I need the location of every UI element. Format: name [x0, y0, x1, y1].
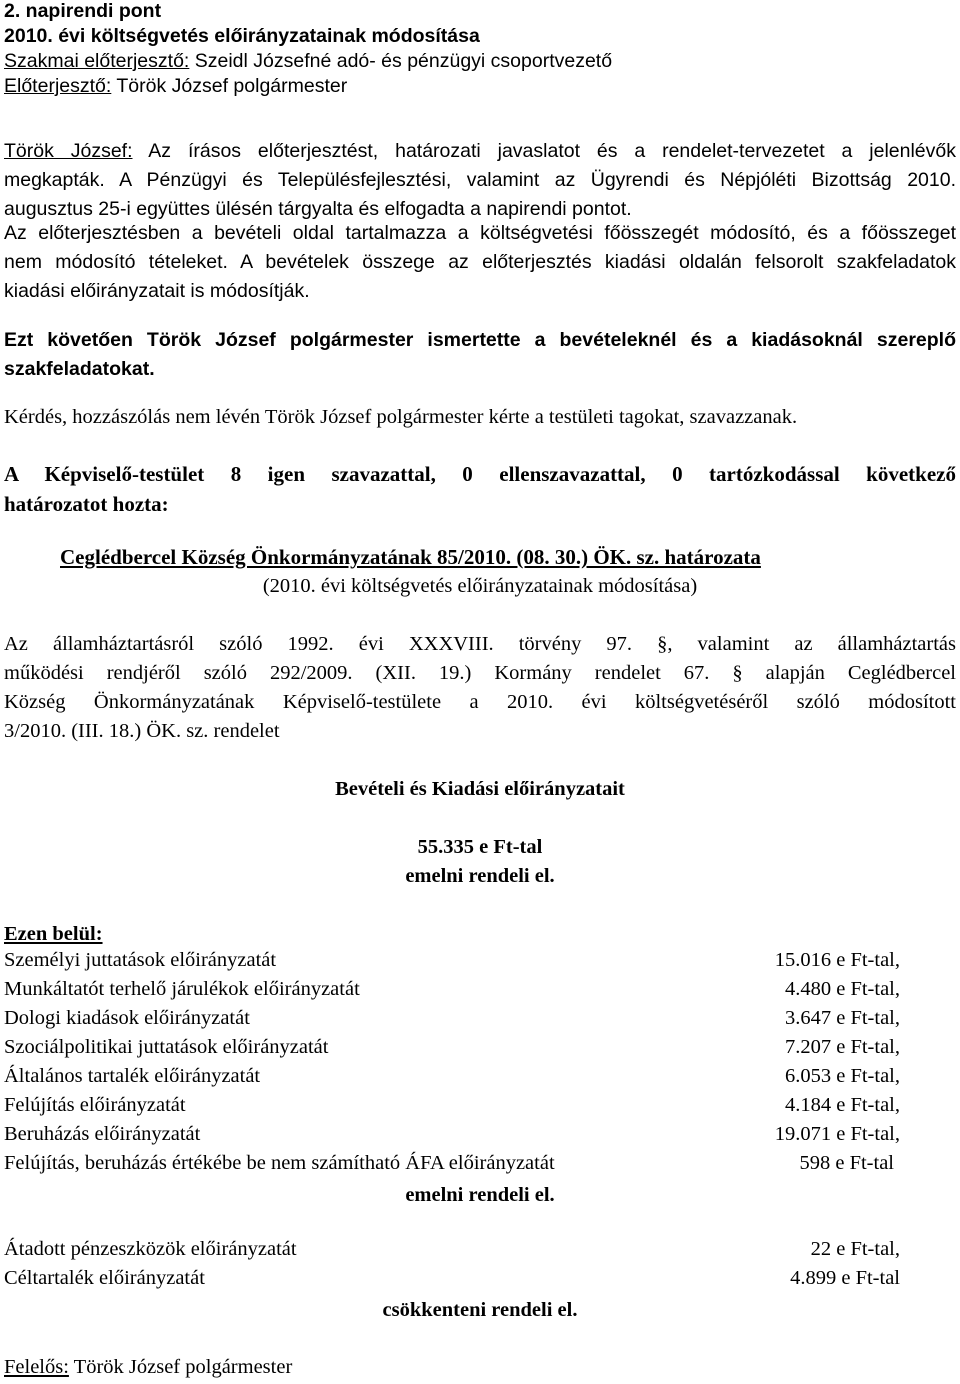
intro-line-3: augusztus 25-i együttes ülésén tárgyalta és elfogadta a napirendi pontot. [4, 198, 632, 220]
item-label: Céltartalék előirányzatát [4, 1267, 205, 1289]
document-title: 2010. évi költségvetés előirányzatainak módosítása [4, 25, 480, 47]
vote-line-2: határozatot hozta: [4, 492, 169, 516]
intro-line-6: kiadási előirányzatait is módosítják. [4, 280, 310, 302]
intro-line-1 [4, 137, 956, 166]
responsible-line [4, 1353, 292, 1382]
list-item [4, 1094, 900, 1123]
decision-action: emelni rendeli el. [405, 865, 555, 887]
item-label: Átadott pénzeszközök előirányzatát [4, 1238, 297, 1260]
expert-line [4, 50, 612, 73]
item-label: Felújítás előirányzatát [4, 1094, 186, 1116]
intro-line-5: nem módosító tételeket. A bevételek összege az előterjesztés kiadási oldalán felsorolt szakfeladatok [4, 251, 956, 273]
legal-line-4: 3/2010. (III. 18.) ÖK. sz. rendelet [4, 720, 280, 742]
list-item [4, 1238, 900, 1267]
within-heading: Ezen belül: [4, 923, 103, 945]
resolution-subtitle: (2010. évi költségvetés előirányzatainak módosítása) [262, 575, 698, 597]
reduce-action: csökkenteni rendeli el. [382, 1299, 578, 1321]
list-item [4, 1267, 900, 1296]
item-label: Munkáltatót terhelő járulékok előirányzatát [4, 978, 360, 1000]
decision-amount: 55.335 e Ft-tal [417, 836, 543, 858]
list-item [4, 978, 900, 1007]
question-line: Kérdés, hozzászólás nem lévén Török József polgármester kérte a testületi tagokat, szavazzanak. [4, 406, 798, 428]
legal-line-2: működési rendjéről szóló 292/2009. (XII. 19.) Kormány rendelet 67. § alapján Ceglédbercel [4, 662, 956, 684]
presenter-value: Török József polgármester [111, 75, 348, 97]
item-amount: 4.480 e Ft-tal, [784, 978, 900, 1000]
expert-value: Szeidl Józsefné adó- és pénzügyi csoportvezető [189, 50, 613, 72]
raise-action: emelni rendeli el. [405, 1184, 555, 1206]
intro-line-2: megkapták. A Pénzügyi és Településfejlesztési, valamint az Ügyrendi és Népjóléti Bizottság 2010. [4, 169, 956, 191]
item-amount: 19.071 e Ft-tal, [774, 1123, 900, 1145]
item-label: Dologi kiadások előirányzatát [4, 1007, 250, 1029]
legal-line-3: Község Önkormányzatának Képviselő-testülete a 2010. évi költségvetéséről szóló módosított [4, 691, 956, 713]
summary-line-2: szakfeladatokat. [4, 358, 155, 380]
list-item [4, 1152, 894, 1181]
list-item [4, 1123, 900, 1152]
presenter-label: Előterjesztő: [4, 75, 112, 97]
decision-heading: Bevételi és Kiadási előirányzatait [335, 778, 625, 800]
list-item [4, 1036, 900, 1065]
item-amount: 15.016 e Ft-tal, [774, 949, 900, 971]
item-label: Felújítás, beruházás értékébe be nem számítható ÁFA előirányzatát [4, 1152, 555, 1174]
item-label: Általános tartalék előirányzatát [4, 1065, 261, 1087]
item-amount: 22 e Ft-tal, [810, 1238, 900, 1260]
item-amount: 598 e Ft-tal [799, 1152, 894, 1174]
item-label: Beruházás előirányzatát [4, 1123, 201, 1145]
item-amount: 6.053 e Ft-tal, [784, 1065, 900, 1087]
list-item [4, 949, 900, 978]
item-label: Személyi juttatások előirányzatát [4, 949, 277, 971]
responsible-value: Török József polgármester [68, 1356, 293, 1378]
item-label: Szociálpolitikai juttatások előirányzatát [4, 1036, 329, 1058]
list-item [4, 1007, 900, 1036]
item-amount: 3.647 e Ft-tal, [784, 1007, 900, 1029]
presenter-line [4, 75, 347, 98]
item-amount: 4.184 e Ft-tal, [784, 1094, 900, 1116]
vote-line-1: A Képviselő-testület 8 igen szavazattal, 0 ellenszavazattal, 0 tartózkodással következő [4, 462, 956, 486]
speaker-label: Török József: [4, 140, 133, 162]
item-amount: 4.899 e Ft-tal [790, 1267, 900, 1289]
responsible-label: Felelős: [4, 1356, 69, 1378]
resolution-title: Ceglédbercel Község Önkormányzatának 85/2010. (08. 30.) ÖK. sz. határozata [60, 545, 761, 569]
summary-line-1: Ezt követően Török József polgármester ismertette a bevételeknél és a kiadásoknál szereplő [4, 329, 956, 351]
legal-line-1: Az államháztartásról szóló 1992. évi XXXVIII. törvény 97. §, valamint az államháztartás [4, 633, 956, 655]
item-amount: 7.207 e Ft-tal, [784, 1036, 900, 1058]
intro-line-4: Az előterjesztésben a bevételi oldal tartalmazza a költségvetési főösszegét módosító, és a főösszeget [4, 222, 956, 244]
agenda-item: 2. napirendi pont [4, 0, 162, 22]
expert-label: Szakmai előterjesztő: [4, 50, 190, 72]
list-item [4, 1065, 900, 1094]
intro-line-1-text: Az írásos előterjesztést, határozati javaslatot és a rendelet-tervezetet a jelenlévők [132, 140, 956, 162]
